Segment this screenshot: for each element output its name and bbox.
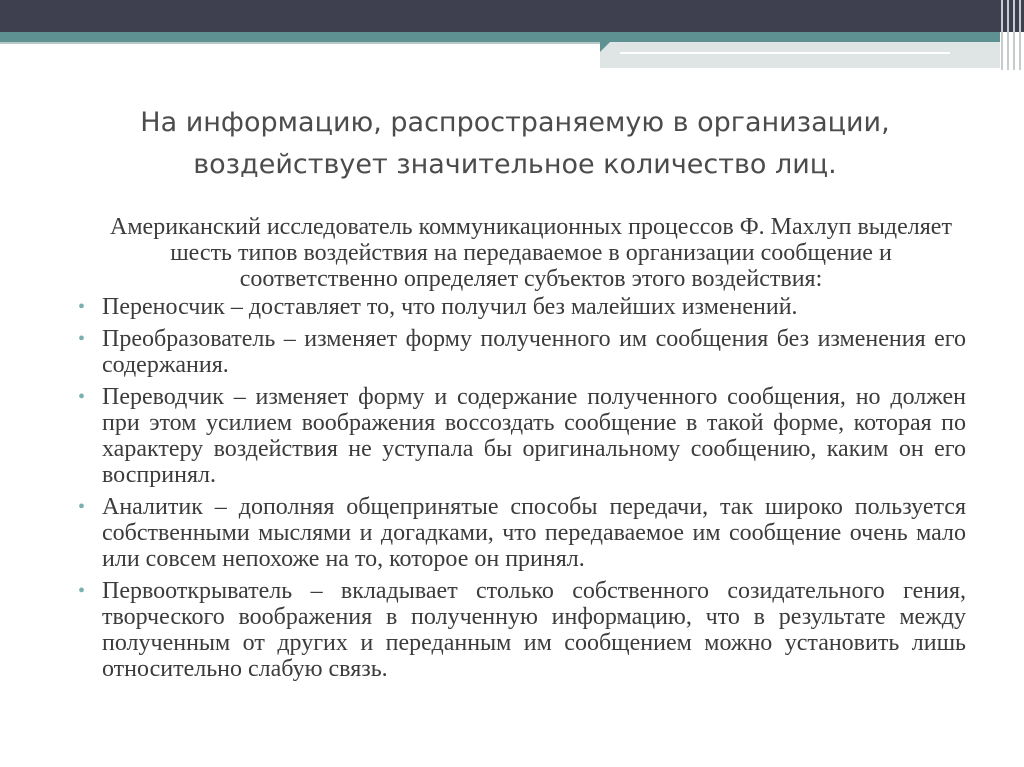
bullet-dot-icon: •	[78, 496, 86, 518]
bullet-dot-icon: •	[78, 296, 86, 318]
banner-light-panel	[600, 42, 1000, 68]
banner-stripe	[1019, 0, 1021, 70]
banner-stripe	[1001, 0, 1003, 70]
banner-dark-band	[0, 0, 1024, 32]
header-banner	[0, 0, 1024, 70]
bullet-text: Первооткрыватель – вкладывает столько собственного созидательного гения, творческого воображения в полученную информацию, что в результате между полученным от других и переданным им сообщением можно установить лишь относительно слабую связь.	[102, 578, 966, 682]
banner-grey-line	[0, 42, 600, 44]
bullet-item	[76, 384, 966, 488]
banner-stripe	[1013, 0, 1015, 70]
bullet-text: Преобразователь – изменяет форму полученного им сообщения без изменения его содержания.	[102, 326, 966, 378]
intro-paragraph: Американский исследователь коммуникационных процессов Ф. Махлуп выделяет шесть типов воздействия на передаваемое в организации сообщение и соответственно определяет субъектов этого воздействия:	[110, 214, 952, 292]
slide-body	[76, 214, 966, 688]
banner-notch	[600, 40, 612, 52]
bullet-item	[76, 578, 966, 682]
bullet-dot-icon: •	[78, 328, 86, 350]
banner-white-line	[620, 52, 950, 54]
bullet-dot-icon: •	[78, 386, 86, 408]
bullet-dot-icon: •	[78, 580, 86, 602]
bullet-text: Аналитик – дополняя общепринятые способы передачи, так широко пользуется собственными мыслями и догадками, что передаваемое им сообщение очень мало или совсем непохоже на то, которое он принял.	[102, 494, 966, 572]
bullet-list	[76, 294, 966, 682]
bullet-item	[76, 326, 966, 378]
slide-title: На информацию, распространяемую в организации, воздействует значительное количество лиц.	[140, 107, 890, 180]
bullet-text: Переносчик – доставляет то, что получил без малейших изменений.	[102, 294, 798, 320]
banner-teal-band	[0, 32, 1000, 42]
bullet-text: Переводчик – изменяет форму и содержание полученного сообщения, но должен при этом усилием воображения воссоздать сообщение в такой форме, которая по характеру воздействия не уступала бы оригинальному сообщению, каким он его воспринял.	[102, 384, 966, 488]
banner-stripe	[1007, 0, 1009, 70]
bullet-item	[76, 494, 966, 572]
bullet-item	[76, 294, 966, 320]
